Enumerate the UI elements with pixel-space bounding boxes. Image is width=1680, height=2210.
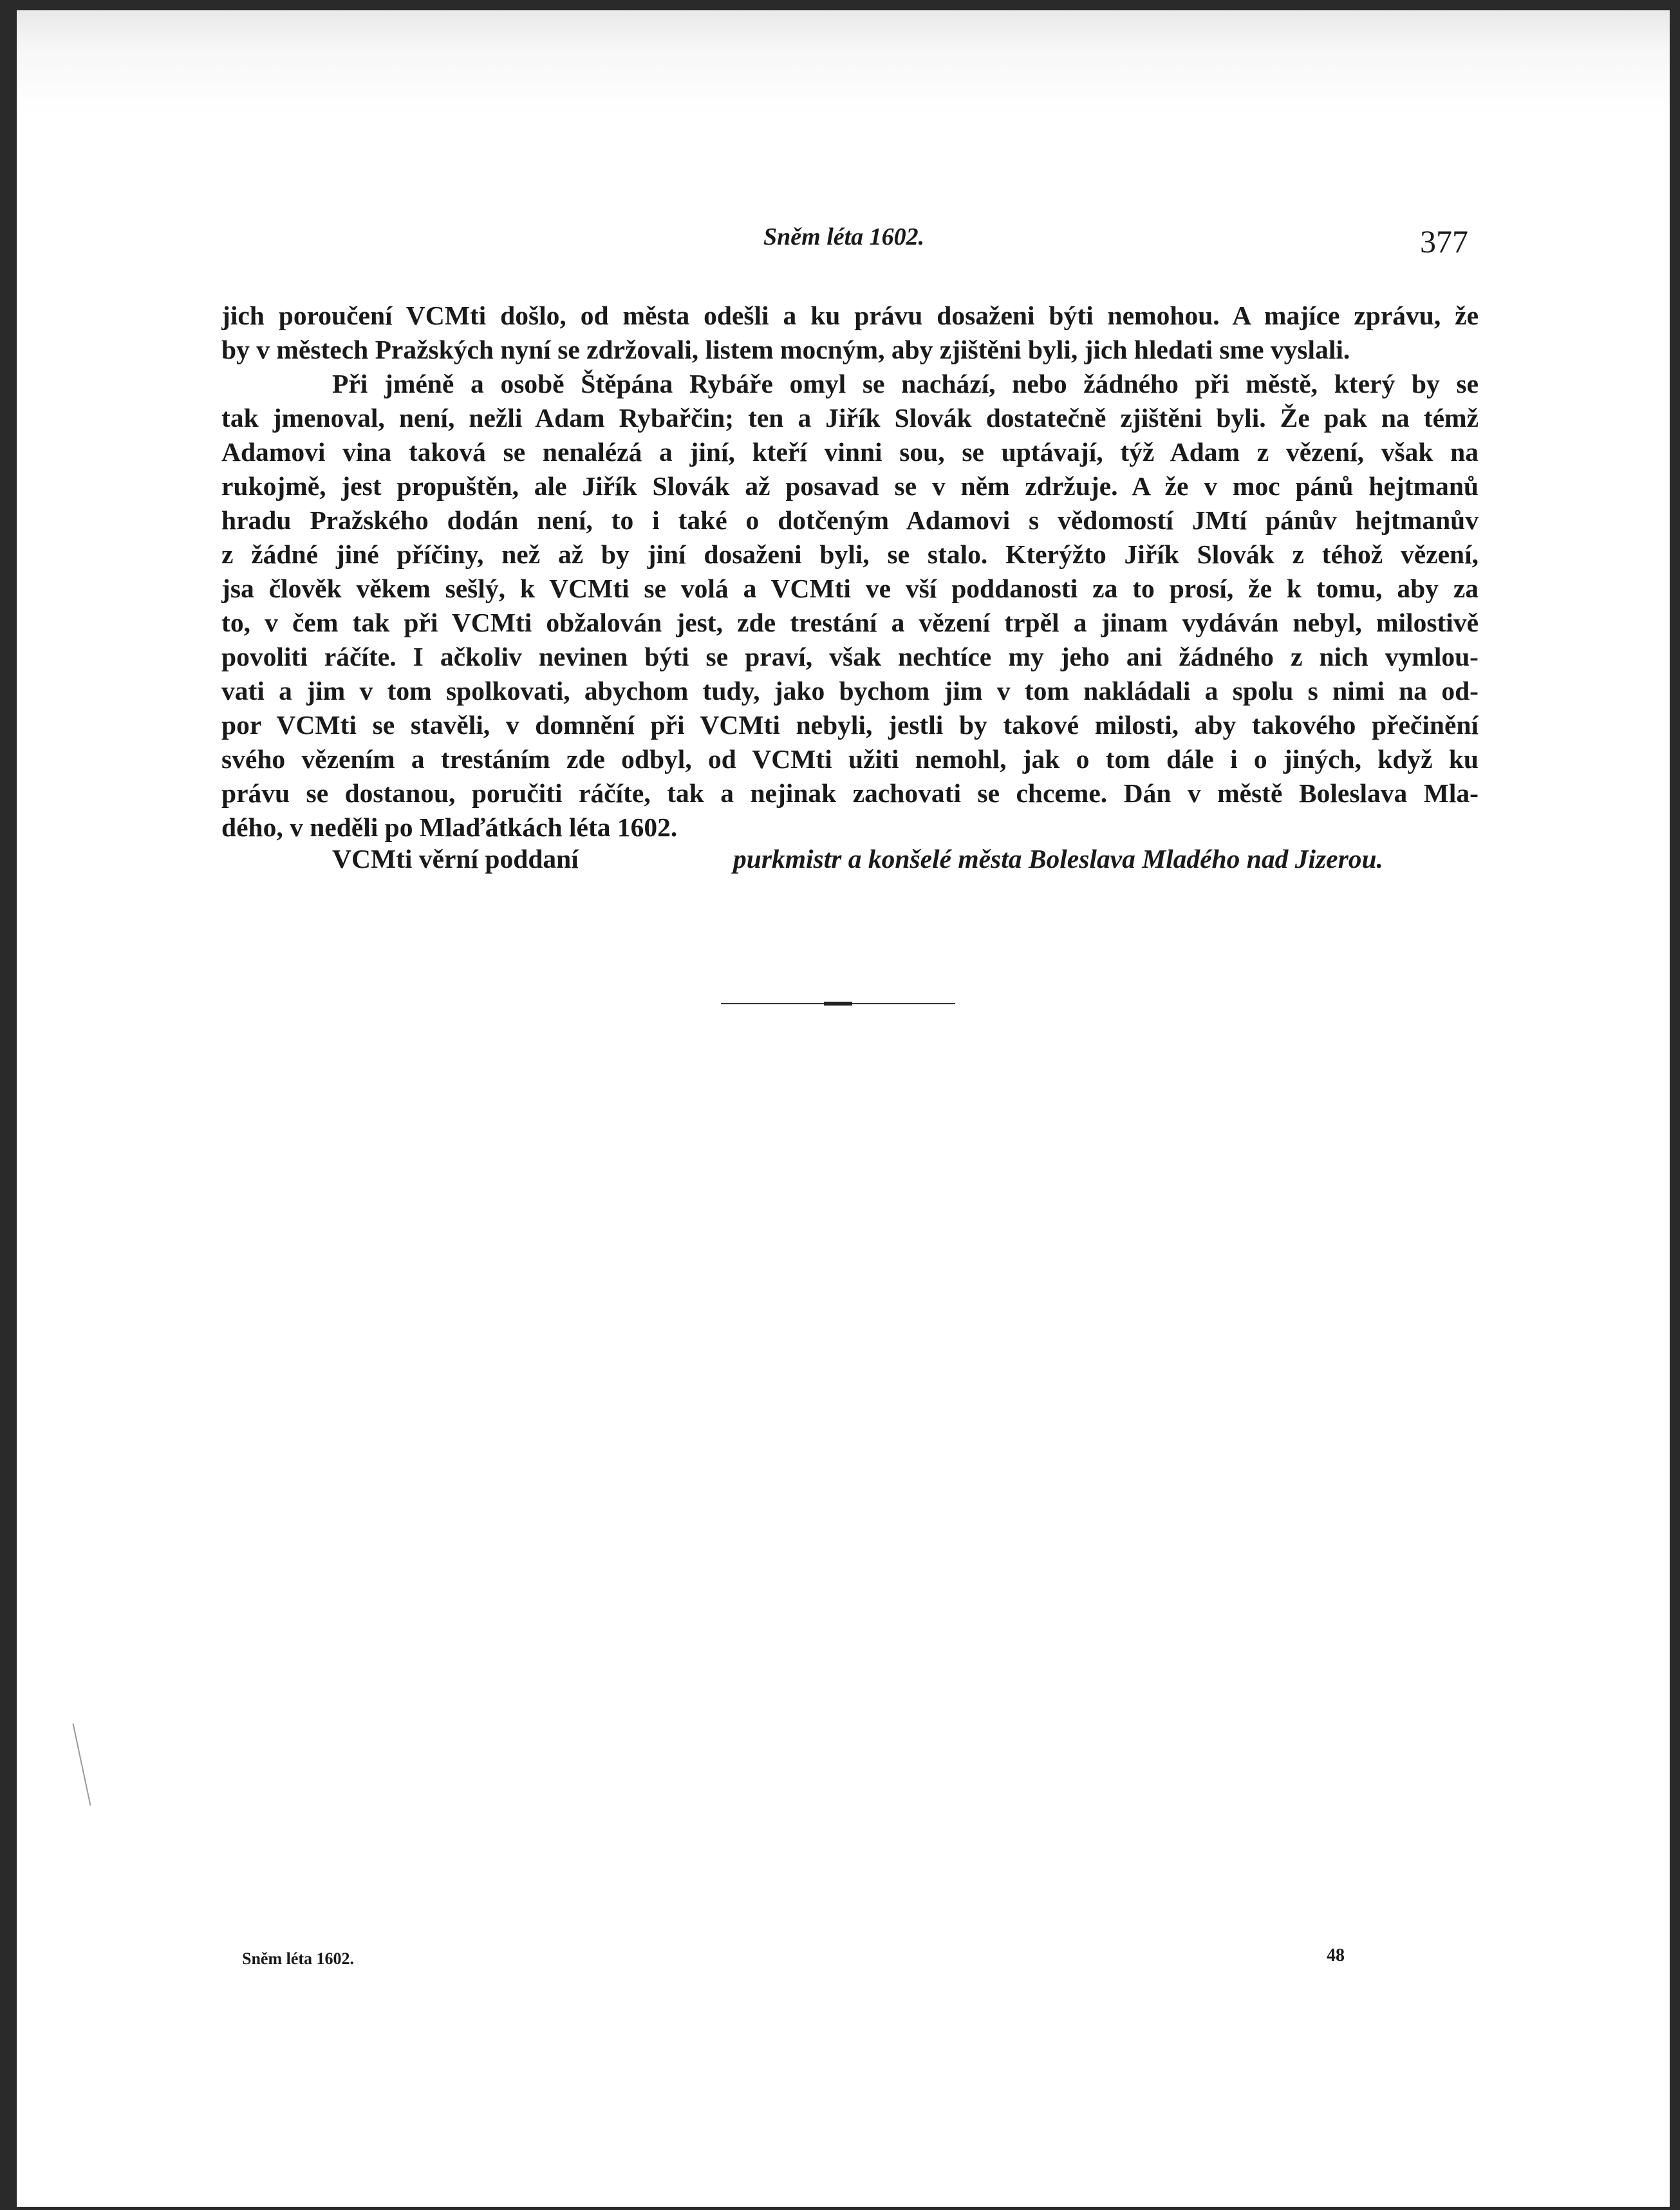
- text-line: hradu Pražského dodán není, to i také o dotčeným Adamovi s vědomostí JMtí pánův hejtmanův: [221, 505, 1479, 535]
- running-header-title: Sněm léta 1602.: [763, 223, 925, 250]
- text-line: Při jméně a osobě Štěpána Rybáře omyl se nachází, nebo žádného při městě, který by se: [332, 369, 1479, 398]
- page-number: 377: [1420, 223, 1468, 259]
- text-line: by v městech Pražských nyní se zdržovali, listem mocným, aby zjištěni byli, jich hledati sme vyslali.: [221, 335, 1350, 364]
- body-text: [221, 299, 1479, 845]
- divider-center-mark: [824, 1002, 852, 1006]
- footer-signature-mark: Sněm léta 1602.: [242, 1949, 355, 1968]
- text-line: právu se dostanou, poručiti ráčíte, tak a nejinak zachovati se chceme. Dán v městě Boleslava Mla-: [221, 778, 1479, 808]
- text-line: rukojmě, jest propuštěn, ale Jiřík Slovák až posavad se v něm zdržuje. A že v moc pánů hejtmanů: [221, 471, 1479, 501]
- footer-sheet-number: 48: [1327, 1945, 1345, 1965]
- text-line: z žádné jiné příčiny, než až by jiní dosaženi byli, se stalo. Kterýžto Jiřík Slovák z téhož vězení,: [221, 539, 1479, 569]
- text-line: jich poroučení VCMti došlo, od města odešli a ku právu dosaženi býti nemohou. A majíce zprávu, že: [221, 301, 1479, 330]
- text-line: svého vězením a trestáním zde odbyl, od VCMti užiti nemohl, jak o tom dále i o jiných, když ku: [221, 744, 1479, 774]
- text-line: povoliti ráčíte. I ačkoliv nevinen býti se praví, však nechtíce my jeho ani žádného z nich vymlou-: [221, 642, 1479, 671]
- document-page: [17, 10, 1670, 2207]
- text-line: vati a jim v tom spolkovati, abychom tudy, jako bychom jim v tom nakládali a spolu s nimi na od-: [221, 676, 1479, 706]
- text-line: dého, v neděli po Mlaďátkách léta 1602.: [221, 812, 678, 842]
- text-line: to, v čem tak při VCMti obžalován jest, zde trestání a vězení trpěl a jinam vydáván nebyl, milostivě: [221, 608, 1479, 637]
- text-line: por VCMti se stavěli, v domnění při VCMti nebyli, jestli by takové milosti, aby takového přečinění: [221, 710, 1479, 740]
- signature-right: purkmistr a konšelé města Boleslava Mladého nad Jizerou.: [733, 844, 1383, 874]
- signature-left: VCMti věrní poddaní: [332, 844, 579, 874]
- margin-scratch-mark: [73, 1723, 91, 1806]
- text-line: Adamovi vina taková se nenalézá a jiní, kteří vinni sou, se uptávají, týž Adam z vězení, však na: [221, 437, 1479, 467]
- text-line: tak jmenoval, není, nežli Adam Rybařčin; ten a Jiřík Slovák dostatečně zjištěni byli. Že pak na témž: [221, 403, 1479, 433]
- text-line: jsa člověk věkem sešlý, k VCMti se volá a VCMti ve vší poddanosti za to prosí, že k tomu, aby za: [221, 574, 1479, 603]
- section-divider: [721, 999, 955, 1008]
